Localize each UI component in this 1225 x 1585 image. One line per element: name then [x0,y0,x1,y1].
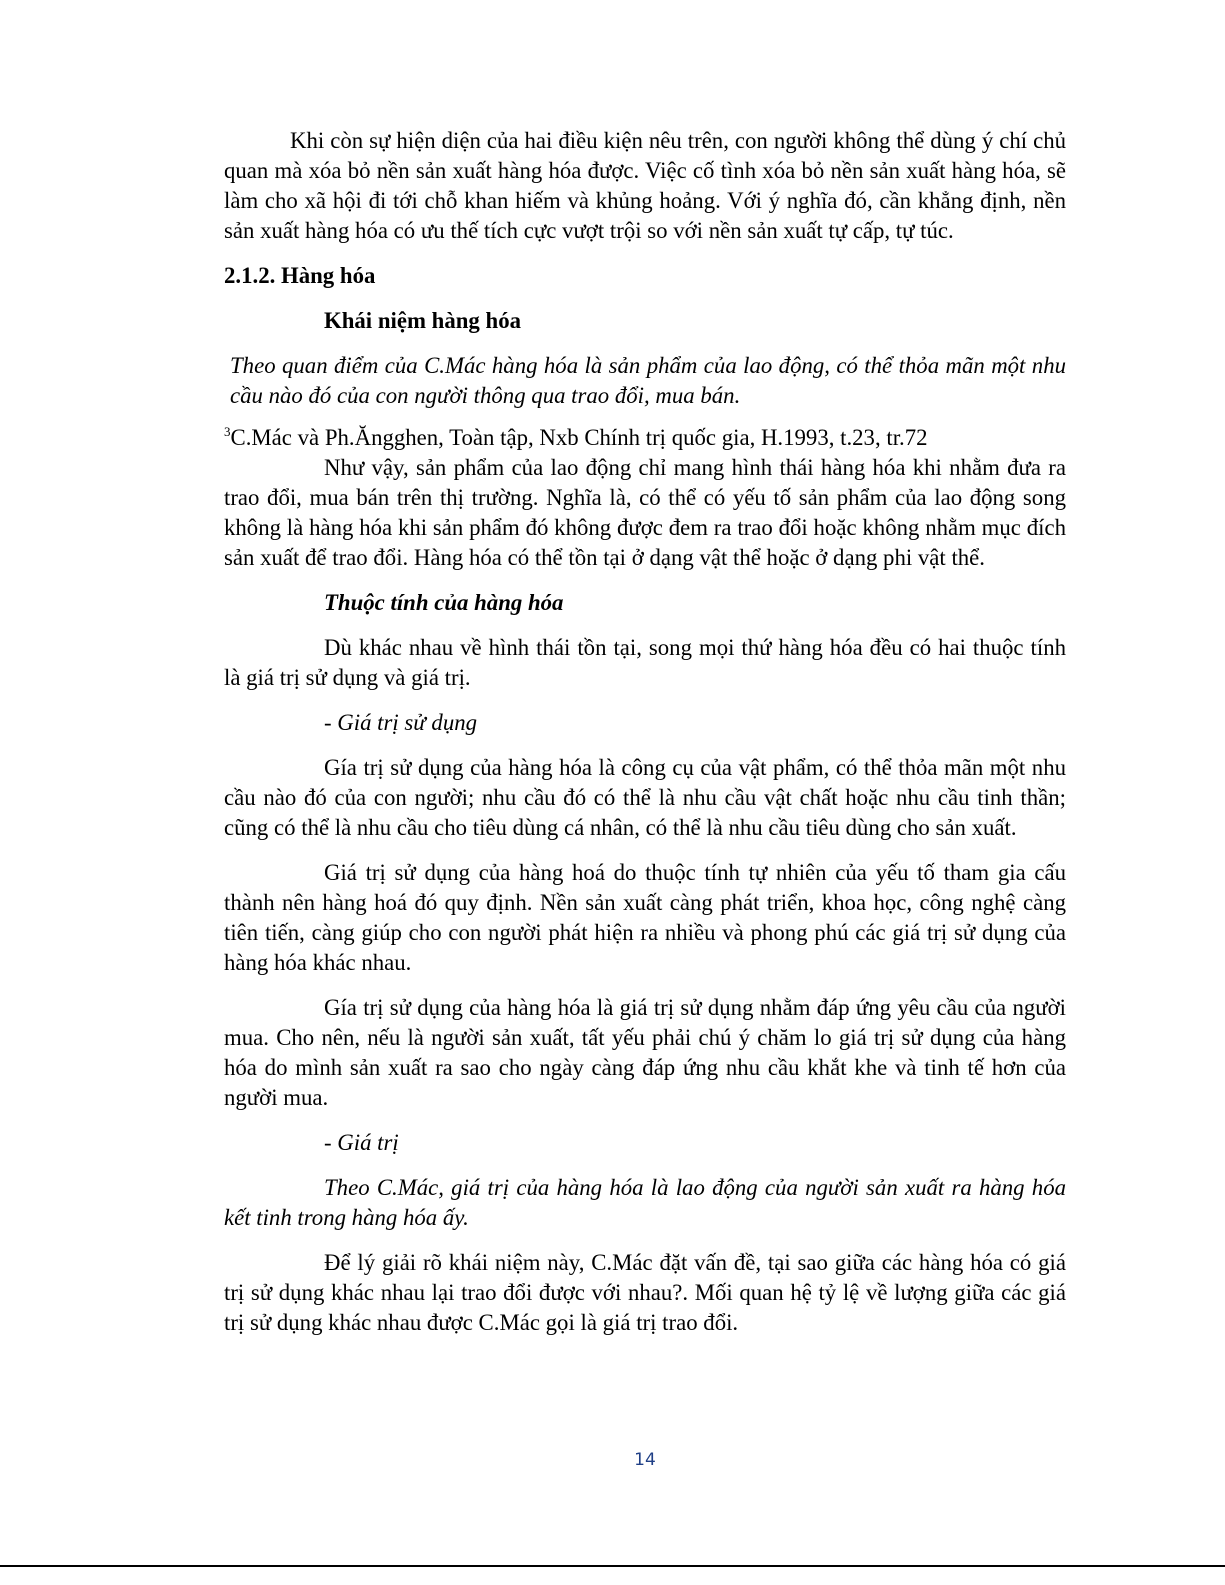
attributes-heading: Thuộc tính của hàng hóa [324,590,564,615]
paragraph-attributes: Dù khác nhau về hình thái tồn tại, song mọi thứ hàng hóa đều có hai thuộc tính là giá trị sử dụng và giá trị. [224,635,1066,690]
page-bottom-rule [0,1565,1225,1567]
footnote-text: C.Mác và Ph.Ăngghen, Toàn tập, Nxb Chính trị quốc gia, H.1993, t.23, tr.72 [230,425,928,450]
paragraph-intro: Khi còn sự hiện diện của hai điều kiện nêu trên, con người không thể dùng ý chí chủ quan mà xóa bỏ nền sản xuất hàng hóa được. Việc cố tình xóa bỏ nền sản xuất hàng hóa, sẽ làm cho xã hội đi tới chỗ khan hiếm và khủng hoảng. Với ý nghĩa đó, cần khẳng định, nền sản xuất hàng hóa có ưu thế tích cực vượt trội so với nền sản xuất tự cấp, tự túc. [224,128,1066,243]
footnote-marker: 3 [224,424,231,439]
concept-quote: Theo quan điểm của C.Mác hàng hóa là sản phẩm của lao động, có thể thỏa mãn một nhu cầu nào đó của con người thông qua trao đổi, mua bán. [230,353,1066,408]
page-content [224,126,1066,1338]
paragraph-commodity-form: Như vậy, sản phẩm của lao động chỉ mang hình thái hàng hóa khi nhằm đưa ra trao đổi, mua bán trên thị trường. Nghĩa là, có thể có yếu tố sản phẩm của lao động song không là hàng hóa khi sản phẩm đó không được đem ra trao đổi hoặc không nhằm mục đích sản xuất để trao đổi. Hàng hóa có thể tồn tại ở dạng vật thể hoặc ở dạng phi vật thể. [224,455,1066,570]
page-number: 14 [634,1450,656,1470]
paragraph-use-value-buyer: Gía trị sử dụng của hàng hóa là giá trị sử dụng nhằm đáp ứng yêu cầu của người mua. Cho nên, nếu là người sản xuất, tất yếu phải chú ý chăm lo giá trị sử dụng của hàng hóa do mình sản xuất ra sao cho ngày càng đáp ứng nhu cầu khắt khe và tinh tế hơn của người mua. [224,995,1066,1110]
paragraph-use-value-definition: Gía trị sử dụng của hàng hóa là công cụ của vật phẩm, có thể thỏa mãn một nhu cầu nào đó của con người; nhu cầu đó có thể là nhu cầu vật chất hoặc nhu cầu tinh thần; cũng có thể là nhu cầu cho tiêu dùng cá nhân, có thể là nhu cầu tiêu dùng cho sản xuất. [224,755,1066,840]
section-heading: 2.1.2. Hàng hóa [224,263,376,288]
use-value-heading: - Giá trị sử dụng [324,710,478,735]
value-heading: - Giá trị [324,1130,399,1155]
value-quote: Theo C.Mác, giá trị của hàng hóa là lao động của người sản xuất ra hàng hóa kết tinh trong hàng hóa ấy. [224,1175,1066,1230]
concept-heading: Khái niệm hàng hóa [324,308,521,333]
paragraph-exchange-value: Để lý giải rõ khái niệm này, C.Mác đặt vấn đề, tại sao giữa các hàng hóa có giá trị sử dụng khác nhau lại trao đổi được với nhau?. Mối quan hệ tỷ lệ về lượng giữa các giá trị sử dụng khác nhau được C.Mác gọi là giá trị trao đổi. [224,1250,1066,1335]
paragraph-use-value-nature: Giá trị sử dụng của hàng hoá do thuộc tính tự nhiên của yếu tố tham gia cấu thành nên hàng hoá đó quy định. Nền sản xuất càng phát triển, khoa học, công nghệ càng tiên tiến, càng giúp cho con người phát hiện ra nhiều và phong phú các giá trị sử dụng của hàng hóa khác nhau. [224,860,1066,975]
footnote [224,423,1066,453]
